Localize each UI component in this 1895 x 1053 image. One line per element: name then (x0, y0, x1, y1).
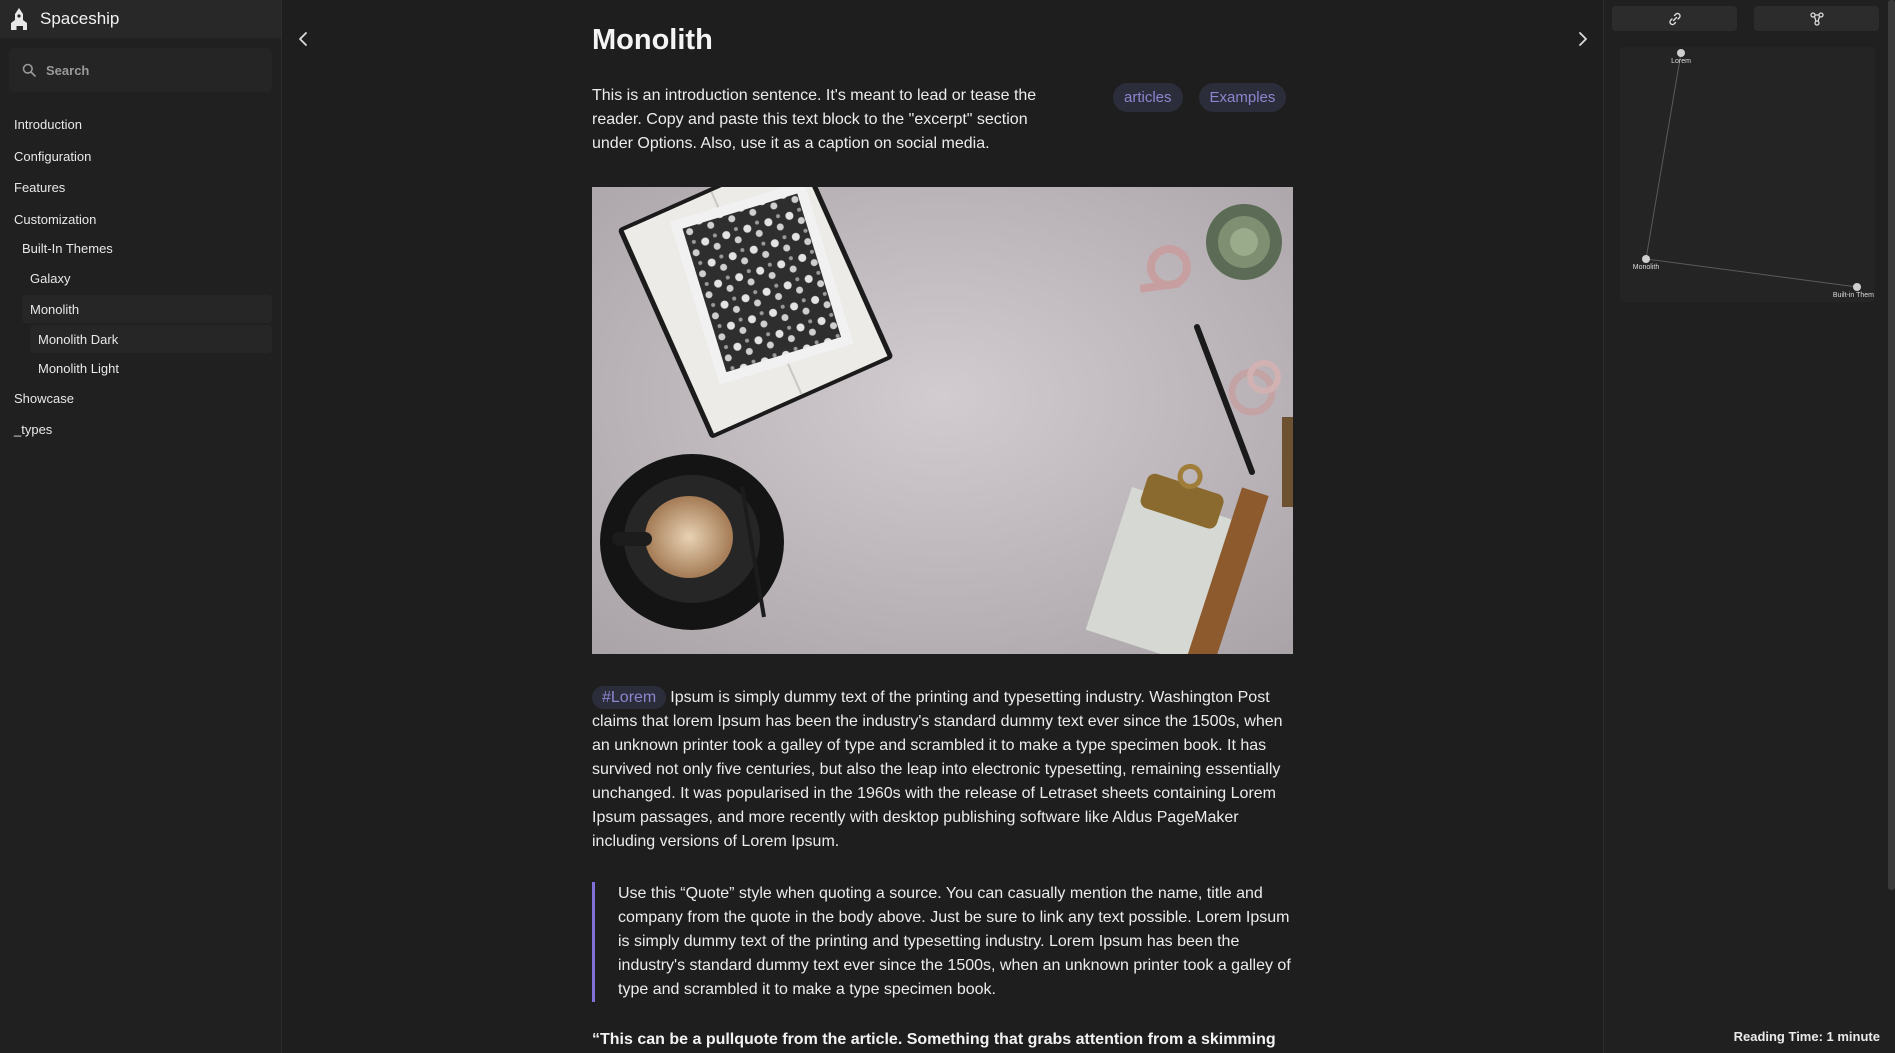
graph-label-lorem: Lorem (1671, 58, 1691, 65)
scrollbar[interactable] (1888, 0, 1895, 890)
graph-label-monolith: Monolith (1632, 264, 1660, 271)
sidebar-item-monolith-light[interactable] (38, 354, 274, 382)
hashtag-lorem[interactable]: #Lorem (592, 686, 666, 709)
search-input[interactable] (46, 63, 246, 78)
sidebar-item-monolith-dark[interactable] (30, 325, 272, 353)
tab-graph[interactable] (1754, 6, 1879, 31)
sidebar (0, 0, 282, 1053)
spaceship-logo-icon (6, 6, 32, 32)
sidebar-item-customization[interactable] (14, 205, 274, 233)
sidebar-item-label: Features (14, 179, 66, 195)
tab-backlinks[interactable] (1612, 6, 1737, 31)
reading-time: Reading Time: 1 minute (1733, 1029, 1880, 1044)
tag-articles[interactable]: articles (1113, 83, 1183, 112)
brand[interactable] (0, 0, 281, 38)
main-content (283, 0, 1603, 1053)
tag-examples[interactable]: Examples (1199, 83, 1287, 112)
graph-edge (1646, 53, 1681, 259)
page-title: Monolith (592, 24, 713, 56)
blockquote (592, 882, 1297, 1002)
sidebar-item-label: Monolith Light (38, 360, 119, 376)
paragraph-text: Ipsum is simply dummy text of the printing and typesetting industry. Washington Post claims that lorem Ipsum has been the industry's standard dummy text ever since the 1500s, when an unknown printer took a galley of type and scrambled it to make a type specimen book. It has survived not only five centuries, but also the leap into electronic typesetting, remaining essentially unchanged. It was popularised in the 1960s with the release of Letraset sheets containing Lorem Ipsum passages, and more recently with desktop publishing software like Aldus PageMaker including versions of Lorem Ipsum. (592, 689, 1283, 850)
sidebar-item-features[interactable] (14, 173, 274, 201)
sidebar-item-built-in-themes[interactable] (22, 234, 274, 262)
chevron-right-icon[interactable] (1573, 30, 1591, 48)
sidebar-item-label: Built-In Themes (22, 240, 113, 256)
sidebar-item-label: Introduction (14, 116, 82, 132)
hero-image (592, 187, 1293, 654)
graph-node-monolith[interactable] (1642, 255, 1650, 263)
sidebar-item-label: Monolith Dark (38, 331, 119, 347)
graph-edge (1646, 259, 1857, 287)
sidebar-item-label: Monolith (30, 301, 80, 317)
sidebar-item-types[interactable] (14, 415, 274, 443)
link-icon (1667, 11, 1683, 27)
sidebar-item-monolith[interactable] (22, 295, 272, 323)
intro-excerpt: This is an introduction sentence. It's meant to lead or tease the reader. Copy and paste this text block to the "excerpt" section under Options. Also, use it as a caption on social media. (592, 87, 1037, 152)
sidebar-item-showcase[interactable] (14, 384, 274, 412)
chevron-left-icon[interactable] (295, 30, 313, 48)
sidebar-item-introduction[interactable] (14, 110, 274, 138)
quote-text: Use this “Quote” style when quoting a source. You can casually mention the name, title and company from the quote in the body above. Just be sure to link any text possible. Lorem Ipsum is simply dummy text of the printing and typesetting industry. Lorem Ipsum has been the industry's standard dummy text ever since the 1500s, when an unknown printer took a galley of type and scrambled it to make a type specimen book. (618, 885, 1291, 998)
sidebar-item-label: Galaxy (30, 270, 71, 286)
sidebar-item-configuration[interactable] (14, 142, 274, 170)
sidebar-item-galaxy[interactable] (30, 264, 274, 292)
right-panel (1603, 0, 1895, 1053)
graph-label-built-in-themes: Built-in Them (1832, 292, 1874, 299)
sidebar-item-label: Showcase (14, 390, 74, 406)
sidebar-item-label: Customization (14, 211, 97, 227)
search-icon (22, 63, 36, 77)
sidebar-item-label: _types (14, 421, 53, 437)
panel-tabs (1612, 6, 1879, 31)
tag-list (1113, 83, 1286, 112)
graph-node-lorem[interactable] (1677, 49, 1685, 57)
search-box[interactable] (9, 48, 272, 92)
graph-icon (1809, 11, 1825, 27)
sidebar-item-label: Configuration (14, 148, 92, 164)
app-name: Spaceship (40, 9, 120, 28)
graph-node-built-in-themes[interactable] (1853, 283, 1861, 291)
local-graph[interactable] (1620, 47, 1875, 302)
article-paragraph (592, 686, 1297, 854)
pullquote: “This can be a pullquote from the article. Something that grabs attention from a skimming (592, 1031, 1276, 1048)
